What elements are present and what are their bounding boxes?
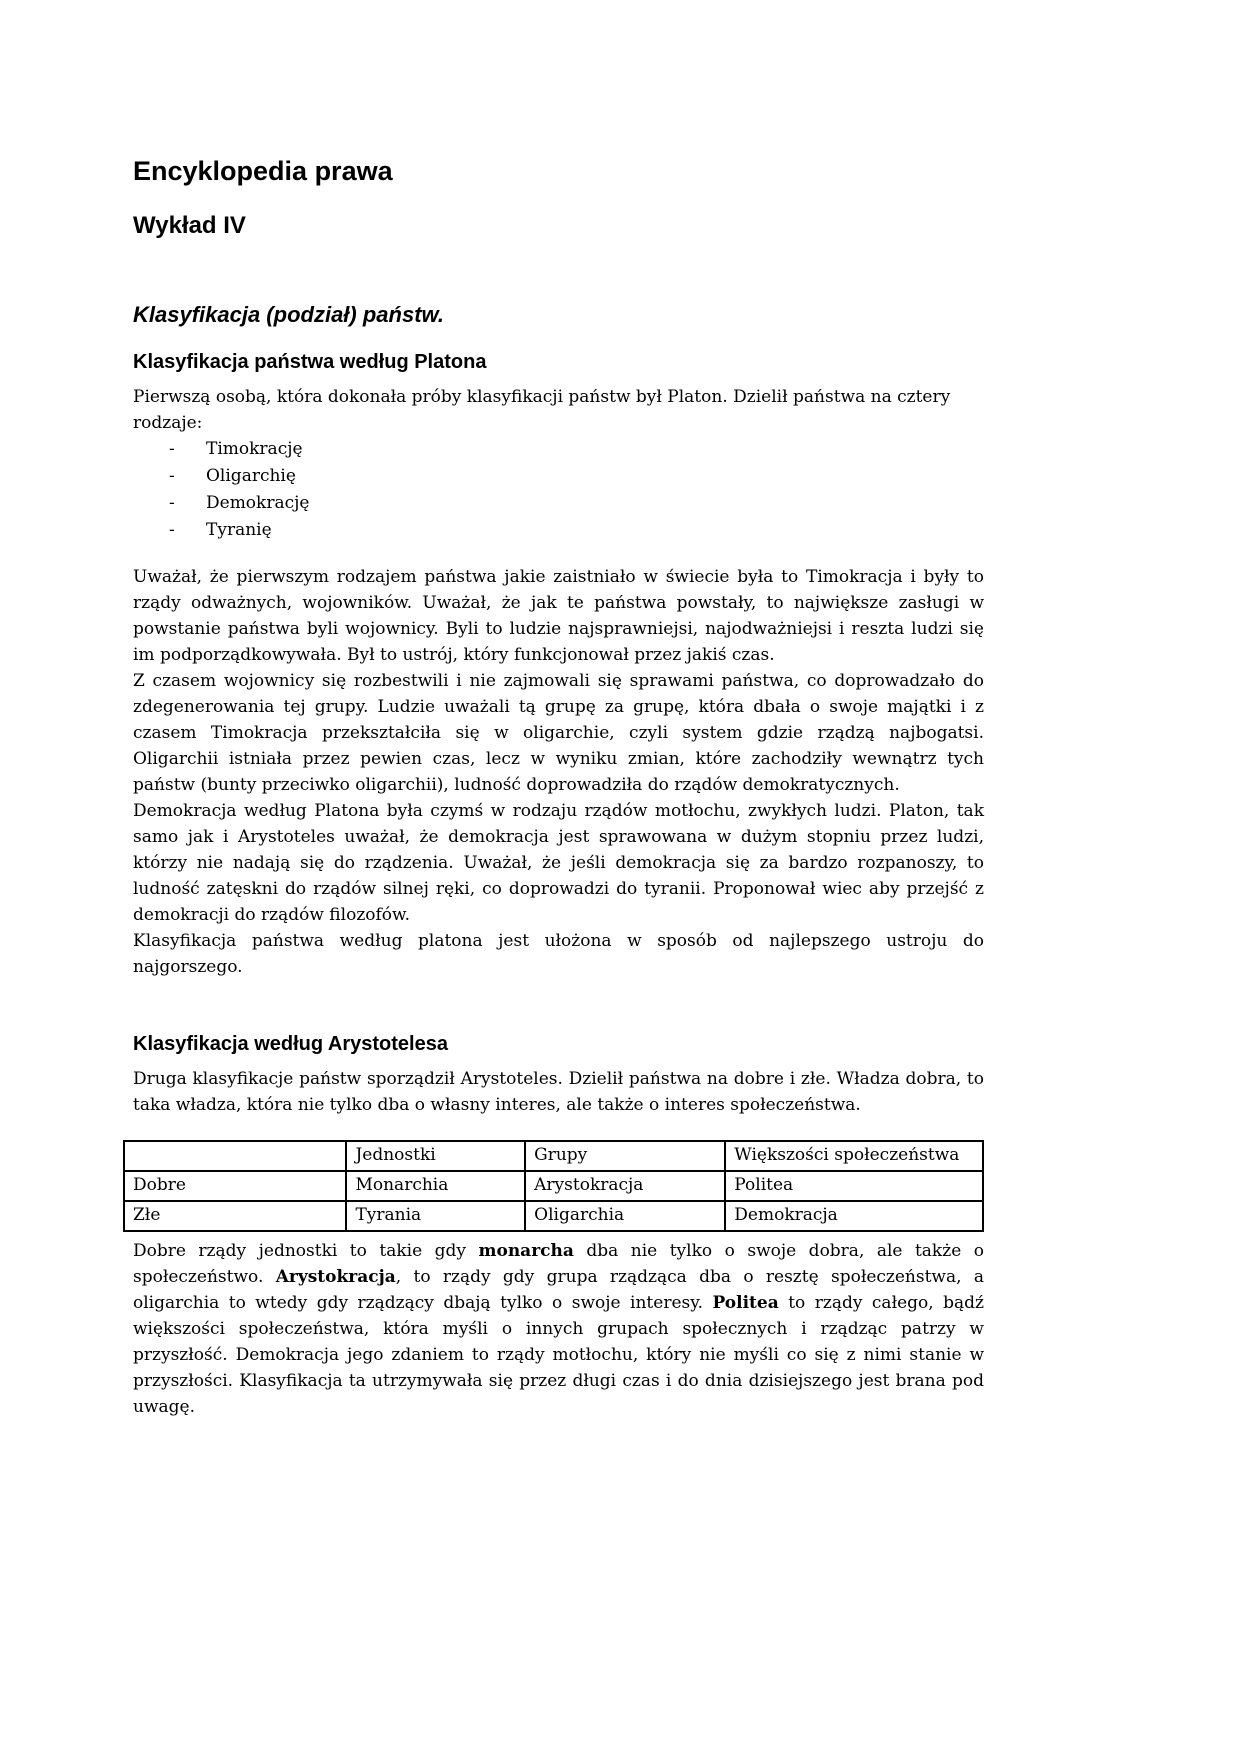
text-segment: dba nie tylko o swoje dobra, ale także o społeczeństwo. bbox=[133, 1241, 984, 1287]
text-segment: , to rządy gdy grupa rządząca dba o resztę społeczeństwa, a oligarchia to wtedy gdy rządzący dbają tylko o swoje interesy. bbox=[133, 1267, 984, 1313]
list-dash-marker: - bbox=[169, 520, 175, 540]
platon-section-heading: Klasyfikacja państwa według Platona bbox=[133, 351, 487, 373]
state-types-list bbox=[169, 436, 984, 544]
arystoteles-section-heading: Klasyfikacja według Arystotelesa bbox=[133, 1033, 448, 1055]
table-header-cell: Grupy bbox=[525, 1141, 725, 1171]
list-item-label: Tyranię bbox=[206, 520, 272, 540]
emphasized-term: monarcha bbox=[478, 1241, 574, 1261]
table-row bbox=[124, 1201, 983, 1231]
body-paragraph: Klasyfikacja państwa według platona jest ułożona w sposób od najlepszego ustroju do najgorszego. bbox=[133, 931, 984, 977]
platon-intro-paragraph: Pierwszą osobą, która dokonała próby klasyfikacji państw był Platon. Dzielił państwa na cztery rodzaje: bbox=[133, 387, 951, 433]
arystoteles-intro-paragraph: Druga klasyfikacje państw sporządził Arystoteles. Dzielił państwa na dobre i złe. Władza dobra, to taka władza, która nie tylko dba o własny interes, ale także o interes społeczeństwa. bbox=[133, 1069, 984, 1115]
body-paragraph: Uważał, że pierwszym rodzajem państwa jakie zaistniało w świecie była to Timokracja i były to rządy odważnych, wojowników. Uważał, że jak te państwa powstały, to największe zasługi w powstanie państwa byli wojownicy. Byli to ludzie najsprawniejsi, najodważniejsi i reszta ludzi się im podporządkowywała. Był to ustrój, który funkcjonował przez jakiś czas. bbox=[133, 567, 984, 665]
table-cell: Tyrania bbox=[346, 1201, 525, 1231]
list-dash-marker: - bbox=[169, 439, 175, 459]
emphasized-term: Politea bbox=[712, 1293, 779, 1313]
table-cell: Politea bbox=[725, 1171, 983, 1201]
list-item-label: Oligarchię bbox=[206, 466, 296, 486]
table-cell: Monarchia bbox=[346, 1171, 525, 1201]
list-item-label: Timokrację bbox=[206, 439, 303, 459]
list-dash-marker: - bbox=[169, 466, 175, 486]
platon-body-text bbox=[133, 564, 984, 980]
table-cell: Dobre bbox=[124, 1171, 346, 1201]
list-item bbox=[169, 490, 984, 517]
classification-table bbox=[123, 1140, 984, 1232]
table-header-row bbox=[124, 1141, 983, 1171]
table-header-cell: Jednostki bbox=[346, 1141, 525, 1171]
text-segment: Dobre rządy jednostki to takie gdy bbox=[133, 1241, 479, 1261]
list-item-label: Demokrację bbox=[206, 493, 310, 513]
list-item bbox=[169, 436, 984, 463]
table-cell: Złe bbox=[124, 1201, 346, 1231]
list-item bbox=[169, 463, 984, 490]
list-dash-marker: - bbox=[169, 493, 175, 513]
document-title: Encyklopedia prawa bbox=[133, 156, 393, 186]
table-cell: Oligarchia bbox=[525, 1201, 725, 1231]
table-header-cell bbox=[124, 1141, 346, 1171]
table-cell: Arystokracja bbox=[525, 1171, 725, 1201]
list-item bbox=[169, 517, 984, 544]
topic-heading: Klasyfikacja (podział) państw. bbox=[133, 302, 444, 327]
emphasized-term: Arystokracja bbox=[275, 1267, 396, 1287]
text-segment: to rządy całego, bądź większości społeczeństwa, która myśli o innych grupach społecznych i rządząc patrzy w przyszłość. Demokracja jego zdaniem to rządy motłochu, który nie myśli co się z nimi stanie w przyszłości. Klasyfikacja ta utrzymywała się przez długi czas i do dnia dzisiejszego jest brana pod uwagę. bbox=[133, 1293, 984, 1417]
body-paragraph: Z czasem wojownicy się rozbestwili i nie zajmowali się sprawami państwa, co doprowadzało do zdegenerowania tej grupy. Ludzie uważali tą grupę za grupę, która dbała o swoje majątki i z czasem Timokracja przekształciła się w oligarchie, czyli system gdzie rządzą najbogatsi. Oligarchii istniała przez pewien czas, lecz w wyniku zmian, które zachodziły wewnątrz tych państw (bunty przeciwko oligarchii), ludność doprowadziła do rządów demokratycznych. bbox=[133, 671, 984, 795]
table-row bbox=[124, 1171, 983, 1201]
arystoteles-closing-paragraph bbox=[133, 1238, 984, 1420]
table-cell: Demokracja bbox=[725, 1201, 983, 1231]
body-paragraph: Demokracja według Platona była czymś w rodzaju rządów motłochu, zwykłych ludzi. Platon, tak samo jak i Arystoteles uważał, że demokracja jest sprawowana w dużym stopniu przez ludzi, którzy nie nadają się do rządzenia. Uważał, że jeśli demokracja się za bardzo rozpanoszy, to ludność zatęskni do rządów silnej ręki, co doprowadzi do tyranii. Proponował wiec aby przejść z demokracji do rządów filozofów. bbox=[133, 801, 984, 925]
table-header-cell: Większości społeczeństwa bbox=[725, 1141, 983, 1171]
lecture-heading: Wykład IV bbox=[133, 212, 246, 239]
